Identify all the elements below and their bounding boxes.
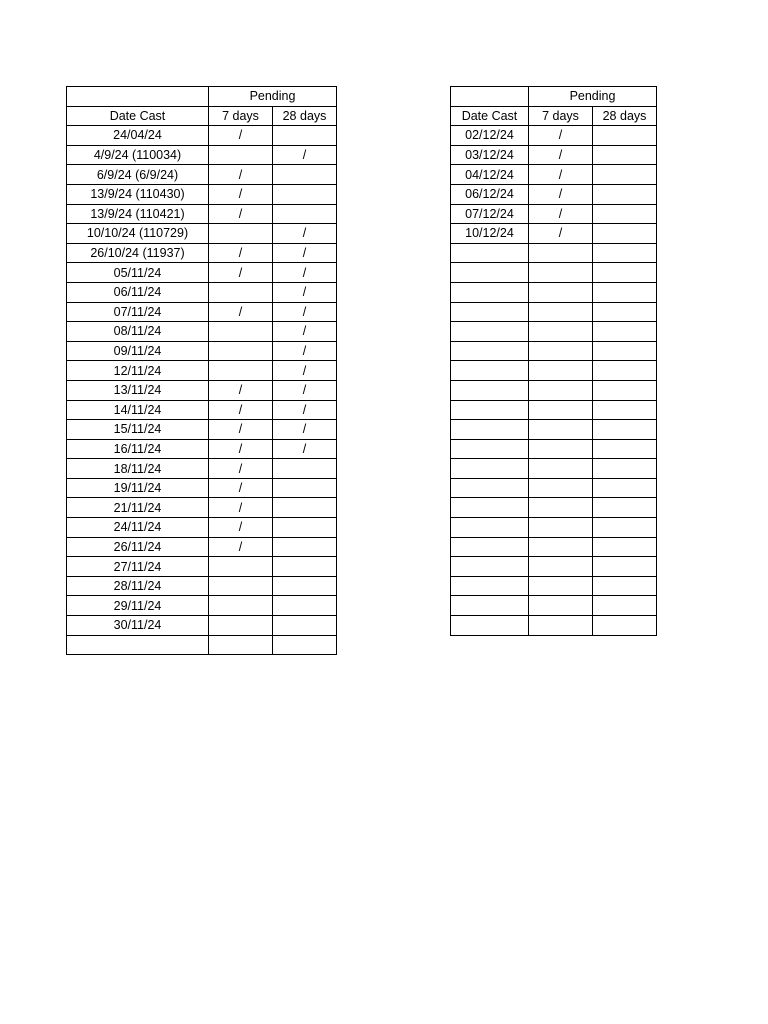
twentyeight-days-cell[interactable] [273, 518, 337, 538]
seven-days-cell[interactable] [209, 322, 273, 342]
date-cast-cell[interactable] [451, 282, 529, 302]
seven-days-cell[interactable] [529, 341, 593, 361]
seven-days-cell[interactable] [209, 557, 273, 577]
pending-table-left [66, 86, 337, 655]
date-cast-cell[interactable] [451, 361, 529, 381]
seven-days-cell[interactable]: / [209, 126, 273, 146]
seven-days-cell[interactable]: / [209, 498, 273, 518]
twentyeight-days-cell[interactable] [593, 498, 657, 518]
table-row [67, 537, 337, 557]
table-row [67, 400, 337, 420]
seven-days-cell[interactable] [209, 224, 273, 244]
table-row [451, 243, 657, 263]
table-row [67, 439, 337, 459]
twentyeight-days-cell[interactable]: / [273, 243, 337, 263]
twentyeight-days-cell[interactable] [593, 518, 657, 538]
twentyeight-days-cell[interactable] [593, 361, 657, 381]
seven-days-cell[interactable] [529, 263, 593, 283]
table-row [451, 204, 657, 224]
seven-days-cell[interactable] [209, 596, 273, 616]
table-row [451, 576, 657, 596]
seven-days-cell[interactable] [529, 380, 593, 400]
table-row [67, 557, 337, 577]
seven-days-cell[interactable] [529, 537, 593, 557]
twentyeight-days-cell[interactable] [593, 184, 657, 204]
seven-days-cell[interactable] [529, 518, 593, 538]
twentyeight-days-cell[interactable] [593, 282, 657, 302]
date-cast-cell[interactable] [451, 439, 529, 459]
seven-days-cell[interactable]: / [209, 165, 273, 185]
twentyeight-days-cell[interactable] [593, 439, 657, 459]
twentyeight-days-cell[interactable] [593, 243, 657, 263]
twentyeight-days-cell[interactable] [593, 537, 657, 557]
seven-days-cell[interactable] [529, 498, 593, 518]
twentyeight-days-cell[interactable] [593, 126, 657, 146]
twentyeight-days-cell[interactable] [593, 616, 657, 636]
date-cast-cell[interactable] [451, 302, 529, 322]
table-row [67, 361, 337, 381]
twentyeight-days-cell[interactable]: / [273, 224, 337, 244]
date-cast-cell[interactable]: 24/11/24 [67, 518, 209, 538]
twentyeight-days-header-cell[interactable]: 28 days [593, 106, 657, 126]
table-row [67, 518, 337, 538]
twentyeight-days-cell[interactable] [273, 596, 337, 616]
date-cast-cell[interactable]: 10/10/24 (110729) [67, 224, 209, 244]
table-row [451, 341, 657, 361]
twentyeight-days-cell[interactable] [593, 302, 657, 322]
twentyeight-days-cell[interactable] [593, 263, 657, 283]
twentyeight-days-cell[interactable] [273, 557, 337, 577]
twentyeight-days-cell[interactable]: / [273, 361, 337, 381]
seven-days-cell[interactable]: / [529, 204, 593, 224]
seven-days-cell[interactable] [529, 361, 593, 381]
pending-table-left-body [67, 87, 337, 655]
seven-days-cell[interactable]: / [529, 165, 593, 185]
seven-days-cell[interactable] [529, 557, 593, 577]
table-row [67, 635, 337, 655]
seven-days-cell[interactable] [209, 616, 273, 636]
twentyeight-days-cell[interactable]: / [273, 302, 337, 322]
table-row [451, 361, 657, 381]
table-row [451, 302, 657, 322]
table-row [67, 165, 337, 185]
twentyeight-days-cell[interactable] [273, 576, 337, 596]
table-row [67, 302, 337, 322]
date-cast-cell[interactable]: 07/12/24 [451, 204, 529, 224]
date-cast-cell[interactable]: 10/12/24 [451, 224, 529, 244]
table-row [451, 537, 657, 557]
date-cast-cell[interactable]: 26/11/24 [67, 537, 209, 557]
date-cast-cell[interactable] [451, 498, 529, 518]
date-cast-cell[interactable] [451, 420, 529, 440]
table-row [451, 518, 657, 538]
date-cast-cell[interactable]: 13/9/24 (110421) [67, 204, 209, 224]
twentyeight-days-cell[interactable] [593, 165, 657, 185]
date-cast-cell[interactable]: 09/11/24 [67, 341, 209, 361]
blank-header-cell[interactable] [451, 87, 529, 107]
date-cast-cell[interactable]: 29/11/24 [67, 596, 209, 616]
date-cast-cell[interactable]: 15/11/24 [67, 420, 209, 440]
twentyeight-days-cell[interactable] [273, 459, 337, 479]
pending-table-right [450, 86, 657, 636]
seven-days-cell[interactable] [529, 420, 593, 440]
table-row [451, 459, 657, 479]
date-cast-cell[interactable] [451, 459, 529, 479]
seven-days-cell[interactable]: / [529, 224, 593, 244]
seven-days-cell[interactable]: / [209, 263, 273, 283]
twentyeight-days-cell[interactable] [273, 537, 337, 557]
date-cast-cell[interactable]: 05/11/24 [67, 263, 209, 283]
date-cast-cell[interactable]: 13/11/24 [67, 380, 209, 400]
seven-days-cell[interactable] [529, 243, 593, 263]
seven-days-cell[interactable] [529, 282, 593, 302]
seven-days-cell[interactable] [209, 635, 273, 655]
date-cast-cell[interactable]: 27/11/24 [67, 557, 209, 577]
table-row [451, 498, 657, 518]
date-cast-cell[interactable] [451, 400, 529, 420]
blank-header-cell[interactable] [67, 87, 209, 107]
twentyeight-days-cell[interactable] [593, 322, 657, 342]
seven-days-cell[interactable] [529, 576, 593, 596]
twentyeight-days-cell[interactable] [593, 145, 657, 165]
table-row [67, 478, 337, 498]
twentyeight-days-cell[interactable]: / [273, 341, 337, 361]
seven-days-cell[interactable]: / [209, 439, 273, 459]
date-cast-header-cell[interactable]: Date Cast [451, 106, 529, 126]
twentyeight-days-cell[interactable] [593, 478, 657, 498]
table-row [67, 420, 337, 440]
table-row [451, 263, 657, 283]
seven-days-cell[interactable]: / [529, 145, 593, 165]
twentyeight-days-cell[interactable] [593, 420, 657, 440]
table-row [67, 616, 337, 636]
seven-days-cell[interactable] [529, 478, 593, 498]
twentyeight-days-cell[interactable] [273, 184, 337, 204]
table-row [451, 596, 657, 616]
table-row [451, 224, 657, 244]
seven-days-cell[interactable]: / [209, 459, 273, 479]
date-cast-cell[interactable]: 13/9/24 (110430) [67, 184, 209, 204]
twentyeight-days-cell[interactable] [593, 576, 657, 596]
date-cast-cell[interactable]: 28/11/24 [67, 576, 209, 596]
date-cast-cell[interactable]: 08/11/24 [67, 322, 209, 342]
date-cast-cell[interactable]: 06/12/24 [451, 184, 529, 204]
table-row [67, 282, 337, 302]
date-cast-cell[interactable]: 26/10/24 (11937) [67, 243, 209, 263]
table-row [67, 126, 337, 146]
seven-days-cell[interactable]: / [209, 420, 273, 440]
seven-days-cell[interactable]: / [209, 380, 273, 400]
seven-days-cell[interactable] [209, 282, 273, 302]
date-cast-cell[interactable]: 30/11/24 [67, 616, 209, 636]
seven-days-cell[interactable]: / [209, 537, 273, 557]
twentyeight-days-cell[interactable] [273, 204, 337, 224]
twentyeight-days-cell[interactable] [273, 126, 337, 146]
seven-days-cell[interactable] [209, 361, 273, 381]
seven-days-cell[interactable]: / [209, 243, 273, 263]
table-row [451, 400, 657, 420]
twentyeight-days-cell[interactable] [273, 478, 337, 498]
table-row [451, 145, 657, 165]
twentyeight-days-cell[interactable] [273, 635, 337, 655]
table-row [67, 145, 337, 165]
date-cast-cell[interactable]: 07/11/24 [67, 302, 209, 322]
group-header-row [67, 87, 337, 107]
seven-days-cell[interactable] [529, 596, 593, 616]
twentyeight-days-cell[interactable] [593, 400, 657, 420]
date-cast-cell[interactable] [451, 616, 529, 636]
date-cast-cell[interactable]: 03/12/24 [451, 145, 529, 165]
table-row [67, 576, 337, 596]
seven-days-header-cell[interactable]: 7 days [529, 106, 593, 126]
date-cast-cell[interactable]: 06/11/24 [67, 282, 209, 302]
seven-days-cell[interactable] [209, 576, 273, 596]
twentyeight-days-cell[interactable]: / [273, 439, 337, 459]
table-row [67, 224, 337, 244]
pending-header-cell[interactable]: Pending [209, 87, 337, 107]
date-cast-cell[interactable] [451, 596, 529, 616]
table-row [451, 420, 657, 440]
date-cast-cell[interactable]: 04/12/24 [451, 165, 529, 185]
group-header-row [451, 87, 657, 107]
table-row [67, 596, 337, 616]
table-row [67, 204, 337, 224]
table-row [451, 126, 657, 146]
seven-days-cell[interactable] [529, 459, 593, 479]
date-cast-cell[interactable]: 21/11/24 [67, 498, 209, 518]
table-row [451, 439, 657, 459]
seven-days-cell[interactable] [209, 145, 273, 165]
table-row [451, 616, 657, 636]
date-cast-cell[interactable]: 02/12/24 [451, 126, 529, 146]
date-cast-cell[interactable] [451, 263, 529, 283]
table-row [67, 380, 337, 400]
date-cast-cell[interactable]: 24/04/24 [67, 126, 209, 146]
twentyeight-days-cell[interactable] [593, 224, 657, 244]
date-cast-cell[interactable]: 6/9/24 (6/9/24) [67, 165, 209, 185]
date-cast-cell[interactable] [451, 537, 529, 557]
twentyeight-days-header-cell[interactable]: 28 days [273, 106, 337, 126]
twentyeight-days-cell[interactable] [273, 165, 337, 185]
seven-days-header-cell[interactable]: 7 days [209, 106, 273, 126]
twentyeight-days-cell[interactable]: / [273, 145, 337, 165]
table-row [67, 341, 337, 361]
table-row [451, 165, 657, 185]
seven-days-cell[interactable]: / [209, 302, 273, 322]
date-cast-cell[interactable] [451, 341, 529, 361]
twentyeight-days-cell[interactable]: / [273, 400, 337, 420]
twentyeight-days-cell[interactable]: / [273, 380, 337, 400]
seven-days-cell[interactable]: / [529, 184, 593, 204]
date-cast-cell[interactable] [451, 322, 529, 342]
table-row [67, 184, 337, 204]
table-row [67, 498, 337, 518]
table-row [451, 322, 657, 342]
seven-days-cell[interactable] [529, 322, 593, 342]
date-cast-cell[interactable]: 4/9/24 (110034) [67, 145, 209, 165]
table-row [451, 282, 657, 302]
seven-days-cell[interactable]: / [209, 400, 273, 420]
date-cast-cell[interactable] [451, 518, 529, 538]
date-cast-cell[interactable] [451, 380, 529, 400]
table-row [67, 322, 337, 342]
twentyeight-days-cell[interactable] [273, 616, 337, 636]
twentyeight-days-cell[interactable] [593, 596, 657, 616]
twentyeight-days-cell[interactable]: / [273, 263, 337, 283]
twentyeight-days-cell[interactable]: / [273, 322, 337, 342]
table-row [451, 184, 657, 204]
date-cast-cell[interactable] [451, 576, 529, 596]
table-row [451, 380, 657, 400]
date-cast-header-cell[interactable]: Date Cast [67, 106, 209, 126]
seven-days-cell[interactable]: / [529, 126, 593, 146]
seven-days-cell[interactable] [209, 341, 273, 361]
table-row [67, 459, 337, 479]
date-cast-cell[interactable]: 19/11/24 [67, 478, 209, 498]
table-row [451, 478, 657, 498]
seven-days-cell[interactable] [529, 439, 593, 459]
date-cast-cell[interactable]: 16/11/24 [67, 439, 209, 459]
pending-header-cell[interactable]: Pending [529, 87, 657, 107]
column-header-row [451, 106, 657, 126]
date-cast-cell[interactable]: 12/11/24 [67, 361, 209, 381]
twentyeight-days-cell[interactable] [593, 459, 657, 479]
seven-days-cell[interactable] [529, 616, 593, 636]
twentyeight-days-cell[interactable]: / [273, 282, 337, 302]
seven-days-cell[interactable]: / [209, 518, 273, 538]
date-cast-cell[interactable]: 14/11/24 [67, 400, 209, 420]
twentyeight-days-cell[interactable] [593, 557, 657, 577]
date-cast-cell[interactable]: 18/11/24 [67, 459, 209, 479]
twentyeight-days-cell[interactable] [593, 341, 657, 361]
seven-days-cell[interactable] [529, 302, 593, 322]
date-cast-cell[interactable] [451, 243, 529, 263]
pending-table-right-body [451, 87, 657, 636]
date-cast-cell[interactable] [67, 635, 209, 655]
table-row [67, 243, 337, 263]
table-row [67, 263, 337, 283]
twentyeight-days-cell[interactable] [273, 498, 337, 518]
twentyeight-days-cell[interactable] [593, 380, 657, 400]
table-row [451, 557, 657, 577]
seven-days-cell[interactable]: / [209, 184, 273, 204]
date-cast-cell[interactable] [451, 557, 529, 577]
twentyeight-days-cell[interactable]: / [273, 420, 337, 440]
twentyeight-days-cell[interactable] [593, 204, 657, 224]
seven-days-cell[interactable]: / [209, 478, 273, 498]
date-cast-cell[interactable] [451, 478, 529, 498]
seven-days-cell[interactable] [529, 400, 593, 420]
seven-days-cell[interactable]: / [209, 204, 273, 224]
column-header-row [67, 106, 337, 126]
